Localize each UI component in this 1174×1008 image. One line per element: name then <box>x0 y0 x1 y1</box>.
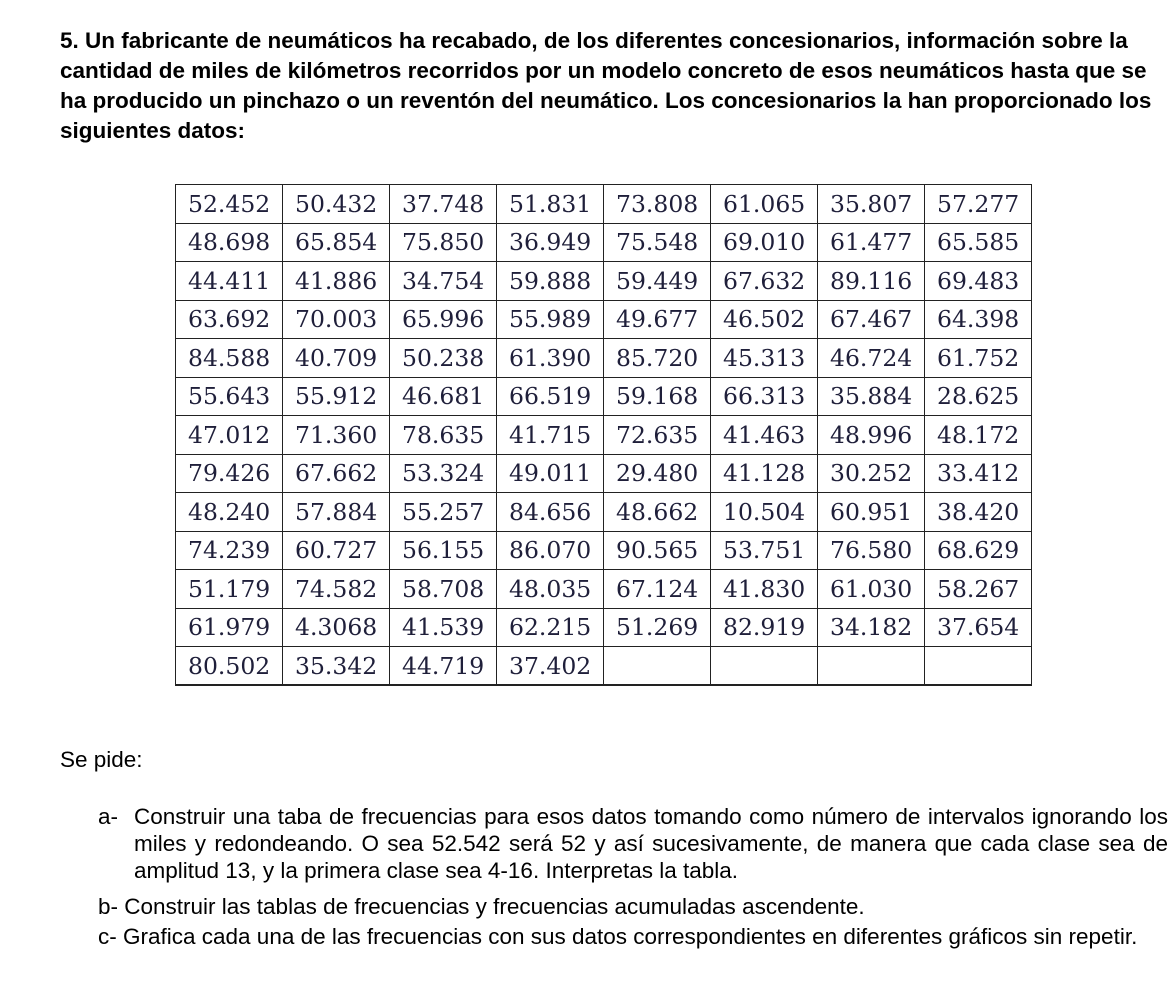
table-cell: 57.884 <box>283 493 390 532</box>
table-cell: 28.625 <box>925 377 1032 416</box>
table-cell: 29.480 <box>604 454 711 493</box>
se-pide-label: Se pide: <box>60 747 143 772</box>
table-row <box>176 454 1032 493</box>
table-cell: 10.504 <box>711 493 818 532</box>
table-row <box>176 608 1032 647</box>
table-row <box>176 647 1032 686</box>
table-row <box>176 223 1032 262</box>
table-cell: 37.654 <box>925 608 1032 647</box>
table-row <box>176 416 1032 455</box>
table-cell: 61.030 <box>818 570 925 609</box>
table-cell: 59.449 <box>604 262 711 301</box>
table-cell: 82.919 <box>711 608 818 647</box>
table-cell: 65.585 <box>925 223 1032 262</box>
table-row <box>176 262 1032 301</box>
table-cell: 90.565 <box>604 531 711 570</box>
table-cell: 63.692 <box>176 300 283 339</box>
table-cell: 57.277 <box>925 185 1032 224</box>
table-cell: 53.751 <box>711 531 818 570</box>
table-cell <box>925 647 1032 686</box>
table-cell: 78.635 <box>390 416 497 455</box>
table-cell: 35.807 <box>818 185 925 224</box>
table-cell: 33.412 <box>925 454 1032 493</box>
table-cell: 64.398 <box>925 300 1032 339</box>
table-cell: 41.715 <box>497 416 604 455</box>
table-cell: 69.483 <box>925 262 1032 301</box>
table-cell: 4.3068 <box>283 608 390 647</box>
table-cell: 75.850 <box>390 223 497 262</box>
table-cell: 36.949 <box>497 223 604 262</box>
question-a-text: Construir una taba de frecuencias para esos datos tomando como número de intervalos ignorando los miles y redondeando. O sea 52.542 será 52 y así sucesivamente, de manera que cada clase sea de amplitud 13, y la primera clase sea 4-16. Interpretas la tabla. <box>134 804 1168 883</box>
table-cell: 61.752 <box>925 339 1032 378</box>
table-cell: 51.179 <box>176 570 283 609</box>
table-cell: 67.662 <box>283 454 390 493</box>
table-cell: 58.267 <box>925 570 1032 609</box>
table-cell: 41.539 <box>390 608 497 647</box>
table-row <box>176 493 1032 532</box>
table-cell: 89.116 <box>818 262 925 301</box>
table-cell: 48.698 <box>176 223 283 262</box>
table-cell: 67.632 <box>711 262 818 301</box>
table-cell: 62.215 <box>497 608 604 647</box>
table-cell: 46.502 <box>711 300 818 339</box>
question-b: b- Construir las tablas de frecuencias y frecuencias acumuladas ascendente. <box>98 894 865 919</box>
table-cell: 59.168 <box>604 377 711 416</box>
table-cell: 66.519 <box>497 377 604 416</box>
table-cell: 60.727 <box>283 531 390 570</box>
table-cell: 80.502 <box>176 647 283 686</box>
table-cell: 50.432 <box>283 185 390 224</box>
table-row <box>176 300 1032 339</box>
table-cell: 58.708 <box>390 570 497 609</box>
table-cell: 41.886 <box>283 262 390 301</box>
table-cell <box>818 647 925 686</box>
table-cell: 67.124 <box>604 570 711 609</box>
question-a-marker: a- <box>98 804 119 829</box>
table-cell: 68.629 <box>925 531 1032 570</box>
table-row <box>176 377 1032 416</box>
table-cell: 85.720 <box>604 339 711 378</box>
table-cell: 30.252 <box>818 454 925 493</box>
problem-statement: 5. Un fabricante de neumáticos ha recabado, de los diferentes concesionarios, información sobre la cantidad de miles de kilómetros recorridos por un modelo concreto de esos neumáticos hasta que se ha producido un pinchazo o un reventón del neumático. Los concesionarios la han proporcionado los siguientes datos: <box>60 28 1152 143</box>
table-cell: 70.003 <box>283 300 390 339</box>
table-cell: 53.324 <box>390 454 497 493</box>
table-cell: 48.662 <box>604 493 711 532</box>
table-cell: 59.888 <box>497 262 604 301</box>
table-cell: 50.238 <box>390 339 497 378</box>
table-cell: 65.854 <box>283 223 390 262</box>
table-cell: 40.709 <box>283 339 390 378</box>
table-cell: 55.912 <box>283 377 390 416</box>
table-cell: 49.677 <box>604 300 711 339</box>
data-table <box>175 184 1032 686</box>
table-row <box>176 339 1032 378</box>
table-cell: 67.467 <box>818 300 925 339</box>
table-cell: 44.411 <box>176 262 283 301</box>
table-cell: 49.011 <box>497 454 604 493</box>
table-cell: 37.748 <box>390 185 497 224</box>
table-cell: 55.643 <box>176 377 283 416</box>
table-cell: 52.452 <box>176 185 283 224</box>
table-cell: 37.402 <box>497 647 604 686</box>
table-row <box>176 531 1032 570</box>
table-cell: 41.463 <box>711 416 818 455</box>
table-cell: 48.240 <box>176 493 283 532</box>
table-row <box>176 570 1032 609</box>
table-cell: 35.342 <box>283 647 390 686</box>
table-cell: 38.420 <box>925 493 1032 532</box>
table-cell: 46.681 <box>390 377 497 416</box>
table-cell: 74.582 <box>283 570 390 609</box>
table-cell: 76.580 <box>818 531 925 570</box>
table-cell: 34.754 <box>390 262 497 301</box>
table-cell: 51.831 <box>497 185 604 224</box>
table-cell: 61.477 <box>818 223 925 262</box>
table-cell: 47.012 <box>176 416 283 455</box>
table-cell: 84.656 <box>497 493 604 532</box>
table-cell: 74.239 <box>176 531 283 570</box>
table-cell: 34.182 <box>818 608 925 647</box>
table-cell: 55.989 <box>497 300 604 339</box>
table-cell: 69.010 <box>711 223 818 262</box>
table-cell: 86.070 <box>497 531 604 570</box>
table-cell: 44.719 <box>390 647 497 686</box>
table-cell: 48.172 <box>925 416 1032 455</box>
table-cell: 48.035 <box>497 570 604 609</box>
table-cell: 73.808 <box>604 185 711 224</box>
table-cell: 61.390 <box>497 339 604 378</box>
table-cell <box>604 647 711 686</box>
table-cell: 65.996 <box>390 300 497 339</box>
table-row <box>176 185 1032 224</box>
data-table-body <box>176 185 1032 686</box>
table-cell: 46.724 <box>818 339 925 378</box>
table-cell: 66.313 <box>711 377 818 416</box>
table-cell: 72.635 <box>604 416 711 455</box>
table-cell: 61.065 <box>711 185 818 224</box>
table-cell: 71.360 <box>283 416 390 455</box>
table-cell <box>711 647 818 686</box>
table-cell: 75.548 <box>604 223 711 262</box>
question-a <box>98 803 1168 884</box>
question-c: c- Grafica cada una de las frecuencias con sus datos correspondientes en diferentes gráficos sin repetir. <box>98 924 1138 949</box>
table-cell: 61.979 <box>176 608 283 647</box>
table-cell: 84.588 <box>176 339 283 378</box>
table-cell: 56.155 <box>390 531 497 570</box>
table-cell: 35.884 <box>818 377 925 416</box>
table-cell: 45.313 <box>711 339 818 378</box>
table-cell: 60.951 <box>818 493 925 532</box>
table-cell: 51.269 <box>604 608 711 647</box>
table-cell: 41.830 <box>711 570 818 609</box>
table-cell: 79.426 <box>176 454 283 493</box>
table-cell: 55.257 <box>390 493 497 532</box>
table-cell: 48.996 <box>818 416 925 455</box>
table-cell: 41.128 <box>711 454 818 493</box>
